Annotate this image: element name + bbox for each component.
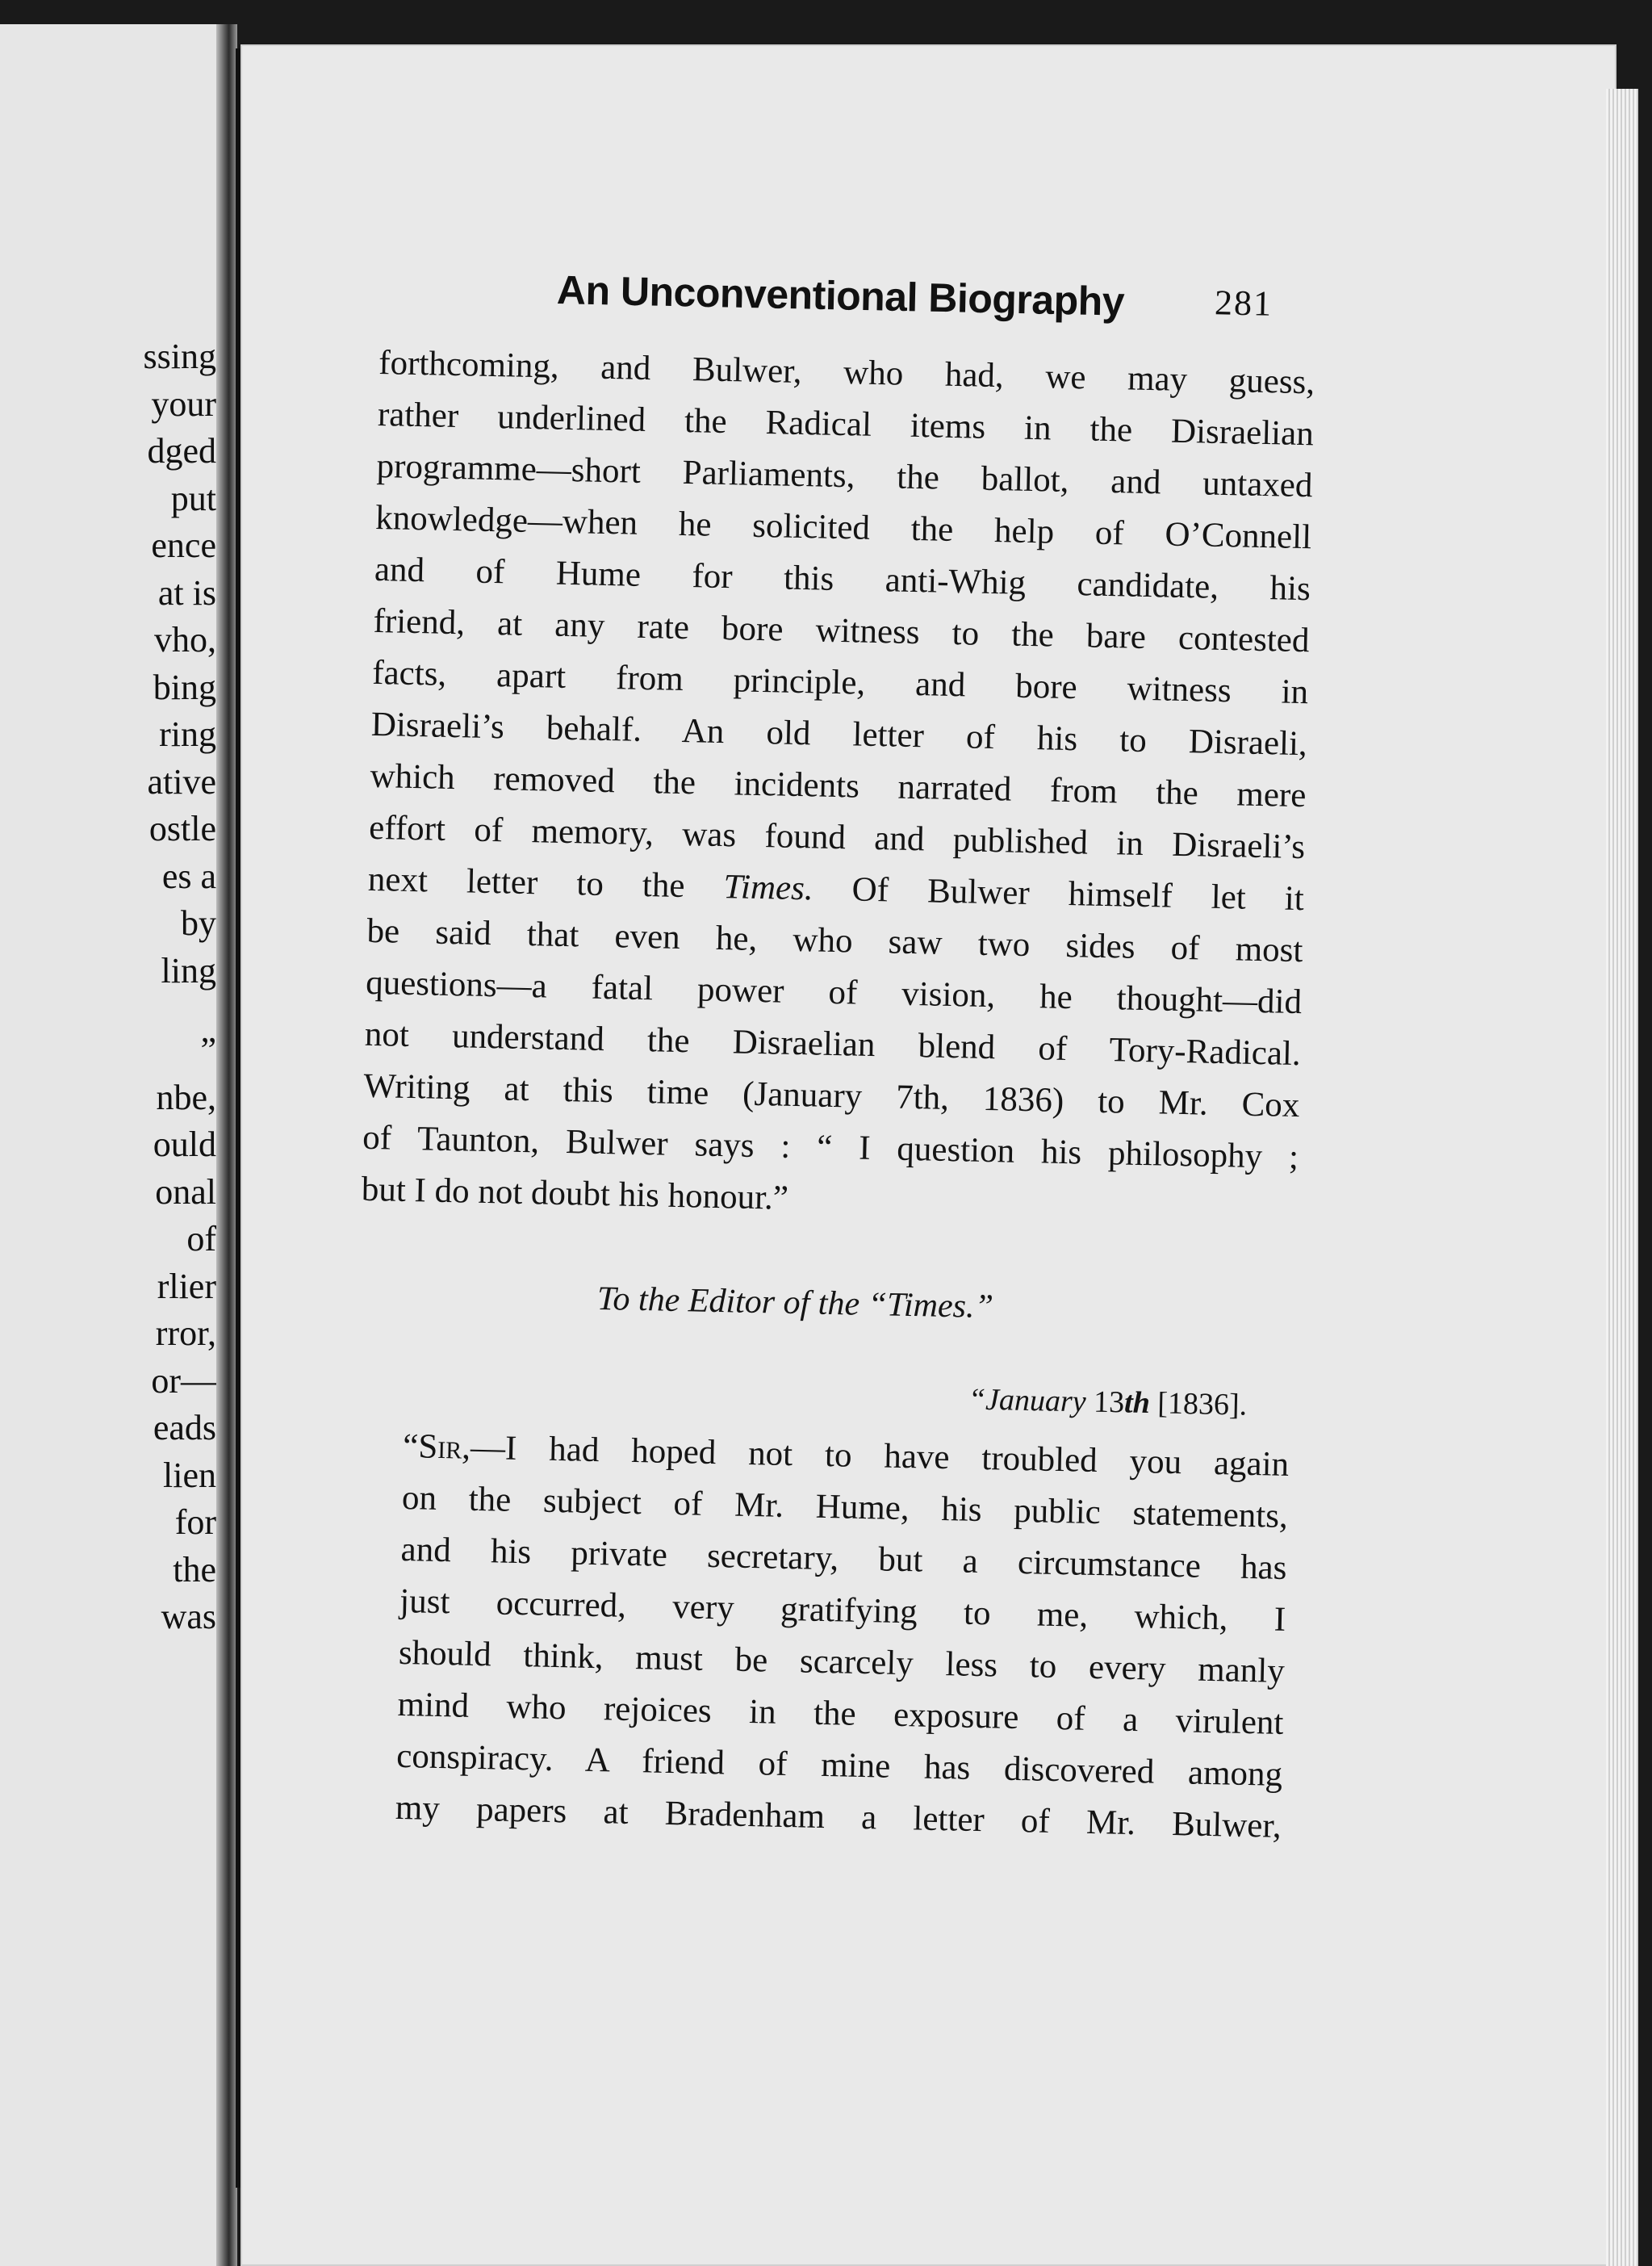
body-line: and of Hume for this anti-Whig candidate, his — [374, 550, 1311, 609]
book-gutter — [216, 24, 237, 2266]
body-line: of Taunton, Bulwer says : “ I question his philosophy ; — [362, 1118, 1299, 1177]
left-page-fragment: es a — [161, 856, 216, 896]
left-page-fragment: dged — [147, 431, 216, 471]
left-page-fragment: ssing — [143, 337, 216, 376]
left-page-fragment: vho, — [154, 620, 216, 660]
left-facing-page — [0, 24, 216, 2266]
salutation-sir: Sir — [417, 1427, 462, 1467]
times-title: Times. — [723, 868, 814, 908]
left-page-fragment: by — [181, 903, 216, 943]
left-page-fragment: ring — [159, 714, 216, 754]
date-suffix: th — [1123, 1385, 1151, 1421]
left-page-fragment: lien — [163, 1455, 216, 1495]
letter-line: mind who rejoices in the exposure of a virulent — [397, 1685, 1284, 1742]
letter-line: just occurred, very gratifying to me, which, I — [399, 1581, 1286, 1639]
letter-heading — [597, 1280, 994, 1326]
letter-first-line-rest: ,—I had hoped not to have troubled you again — [461, 1428, 1290, 1484]
left-page-fragment: onal — [155, 1171, 216, 1212]
left-page-fragment: was — [161, 1597, 216, 1636]
left-page-fragment: ative — [147, 761, 216, 802]
body-line: Writing at this time (January 7th, 1836) to Mr. Cox — [363, 1066, 1300, 1125]
letter-line: conspiracy. A friend of mine has discovered among — [395, 1736, 1283, 1794]
letter-heading-times: Times. — [886, 1286, 975, 1326]
body-line: Disraeli’s behalf. An old letter of his to Disraeli, — [370, 705, 1308, 764]
left-page-fragment: bing — [153, 667, 216, 707]
date-year: [1836]. — [1156, 1386, 1248, 1422]
left-page-fragment: eads — [153, 1408, 216, 1447]
left-page-fragment: your — [151, 383, 216, 424]
left-page-fragment: rlier — [157, 1266, 216, 1306]
letter-line: my papers at Bradenham a letter of Mr. Bulwer, — [395, 1788, 1282, 1845]
body-line: which removed the incidents narrated from the mere — [370, 756, 1307, 815]
running-head: An Unconventional Biography — [556, 267, 1125, 325]
body-line: knowledge—when he solicited the help of O’Connell — [374, 498, 1312, 557]
left-page-fragment: of — [186, 1219, 216, 1259]
left-page-fragment: ould — [153, 1125, 216, 1164]
left-page-fragment: ” — [200, 1030, 216, 1070]
letter-line: on the subject of Mr. Hume, his public statements, — [401, 1478, 1289, 1535]
date-open-quote: “ — [968, 1382, 986, 1417]
body-line: questions—a fatal power of vision, he thought—did — [365, 963, 1303, 1022]
body-line: but I do not doubt his honour.” — [361, 1170, 789, 1217]
body-line: effort of memory, was found and published in Disraeli’s — [368, 808, 1306, 867]
left-page-fragment: ostle — [148, 809, 216, 848]
date-month: January — [985, 1382, 1087, 1419]
body-line-end: Of Bulwer himself let it — [851, 870, 1305, 919]
body-line: friend, at any rate bore witness to the bare contested — [373, 601, 1310, 660]
left-page-fragment: at is — [157, 572, 216, 613]
body-line: forthcoming, and Bulwer, who had, we may guess, — [378, 343, 1315, 402]
left-page-fragment: put — [170, 478, 216, 518]
salutation-quote: “ — [402, 1426, 419, 1466]
page-number: 281 — [1214, 283, 1274, 324]
body-line: not understand the Disraelian blend of Tory-Radical. — [364, 1015, 1302, 1074]
letter-heading-suffix: ” — [974, 1288, 994, 1326]
left-page-fragment: for — [174, 1502, 216, 1542]
letter-text — [395, 1421, 1289, 1853]
body-line: facts, apart from principle, and bore witness in — [371, 653, 1309, 712]
body-text — [361, 337, 1315, 1235]
left-page-fragment: the — [173, 1549, 216, 1590]
left-page-fragment: nbe, — [156, 1077, 216, 1117]
body-line: programme—short Parliaments, the ballot, and untaxed — [376, 446, 1313, 505]
letter-line: should think, must be scarcely less to every manly — [398, 1633, 1286, 1690]
left-page-fragment: or— — [151, 1360, 216, 1401]
body-line: be said that even he, who saw two sides of most — [366, 911, 1303, 970]
letter-heading-prefix: To the Editor of the “ — [596, 1280, 888, 1324]
left-page-fragment: ling — [161, 950, 216, 991]
date-day: 13 — [1093, 1384, 1125, 1420]
body-line: rather underlined the Radical items in the Disraelian — [377, 395, 1315, 454]
left-page-fragment: ence — [151, 526, 216, 565]
page-edges — [1606, 89, 1638, 2266]
left-page-fragment: rror, — [155, 1313, 216, 1353]
letter-line: and his private secretary, but a circumstance has — [400, 1530, 1287, 1587]
body-line-start: next letter to the — [367, 860, 685, 906]
letter-date — [968, 1381, 1248, 1422]
